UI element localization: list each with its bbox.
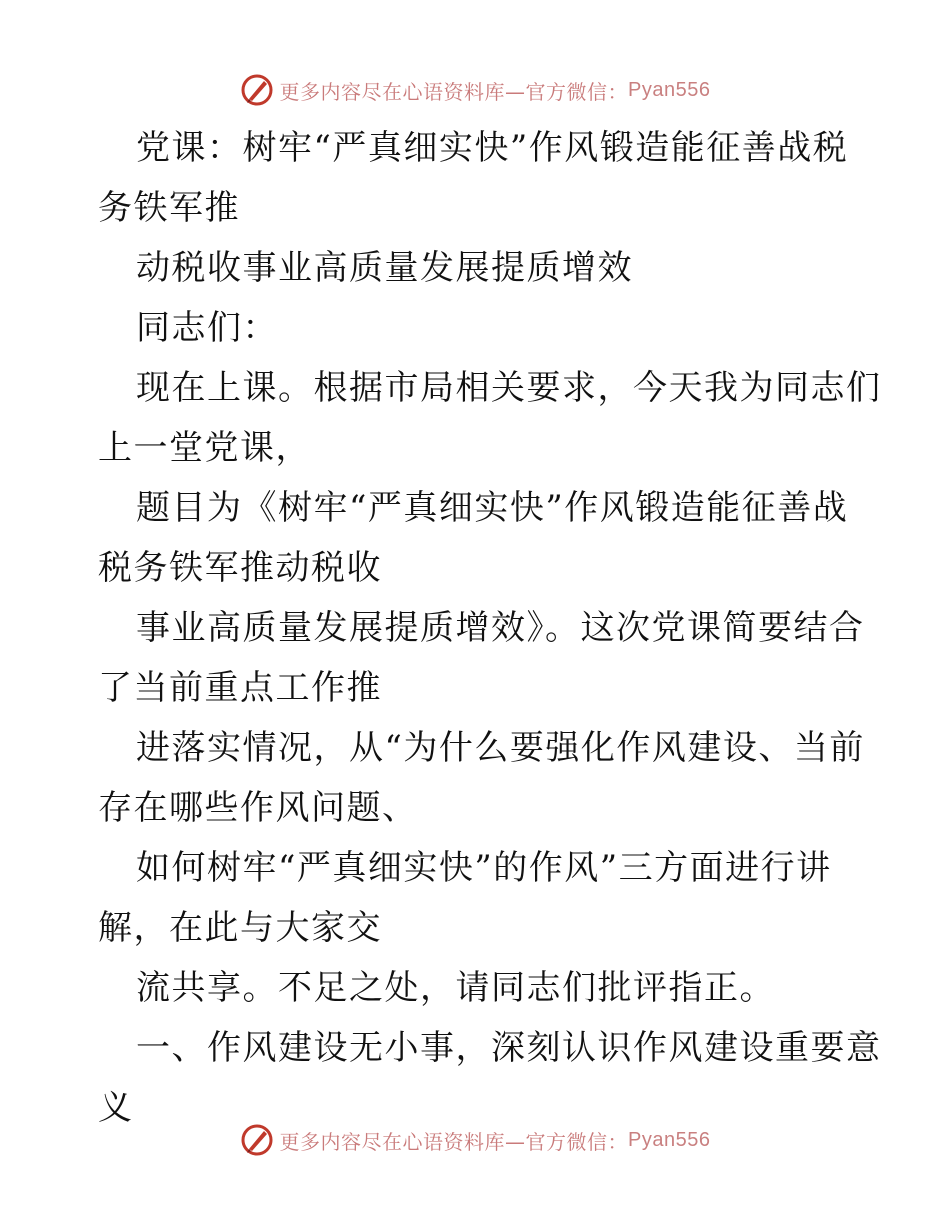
paragraph-topic-cont: [98, 598, 865, 718]
watermark-text: 更多内容尽在心语资料库—官方微信：: [279, 79, 629, 104]
paragraph-title-cont: [98, 238, 854, 298]
document-body: [98, 118, 882, 1138]
paragraph-closing: [98, 958, 854, 1018]
watermark-wechat-id: Pyan556: [628, 1128, 711, 1151]
paragraph-line: 进落实情况，从“为什么要强化作风建设、当前: [136, 728, 865, 768]
quill-pen-circle-icon: [240, 73, 274, 107]
paragraph-line: 题目为《树牢“严真细实快”作风锻造能征善战: [136, 488, 849, 528]
paragraph-structure-cont: [98, 838, 854, 958]
paragraph-salutation: [98, 298, 854, 358]
paragraph-line: 一、作风建设无小事，深刻认识作风建设重要意: [136, 1028, 882, 1068]
paragraph-line: 义: [98, 1088, 134, 1128]
paragraph-line: 税务铁军推动税收: [98, 548, 382, 588]
paragraph-line: 解，在此与大家交: [98, 908, 382, 948]
header-watermark: [0, 70, 950, 110]
paragraph-intro: [98, 358, 882, 478]
watermark-text: 更多内容尽在心语资料库—官方微信：: [279, 1129, 629, 1154]
paragraph-structure: [98, 718, 865, 838]
paragraph-line: 现在上课。根据市局相关要求，今天我为同志们: [136, 368, 882, 408]
quill-pen-circle-icon: [240, 1123, 274, 1157]
paragraph-line: 务铁军推: [98, 188, 240, 228]
paragraph-line: 同志们：: [136, 308, 278, 348]
paragraph-line: 党课：树牢“严真细实快”作风锻造能征善战税: [136, 128, 849, 168]
paragraph-title: [98, 118, 854, 238]
paragraph-line: 上一堂党课，: [98, 428, 311, 468]
paragraph-topic: [98, 478, 854, 598]
paragraph-line: 流共享。不足之处，请同志们批评指正。: [136, 968, 775, 1008]
paragraph-line: 事业高质量发展提质增效》。这次党课简要结合: [136, 608, 865, 648]
paragraph-line: 了当前重点工作推: [98, 668, 382, 708]
paragraph-line: 动税收事业高质量发展提质增效: [136, 248, 633, 288]
watermark-wechat-id: Pyan556: [628, 78, 711, 101]
paragraph-line: 存在哪些作风问题、: [98, 788, 418, 828]
footer-watermark: [0, 1120, 950, 1160]
paragraph-line: 如何树牢“严真细实快”的作风”三方面进行讲: [136, 848, 832, 888]
